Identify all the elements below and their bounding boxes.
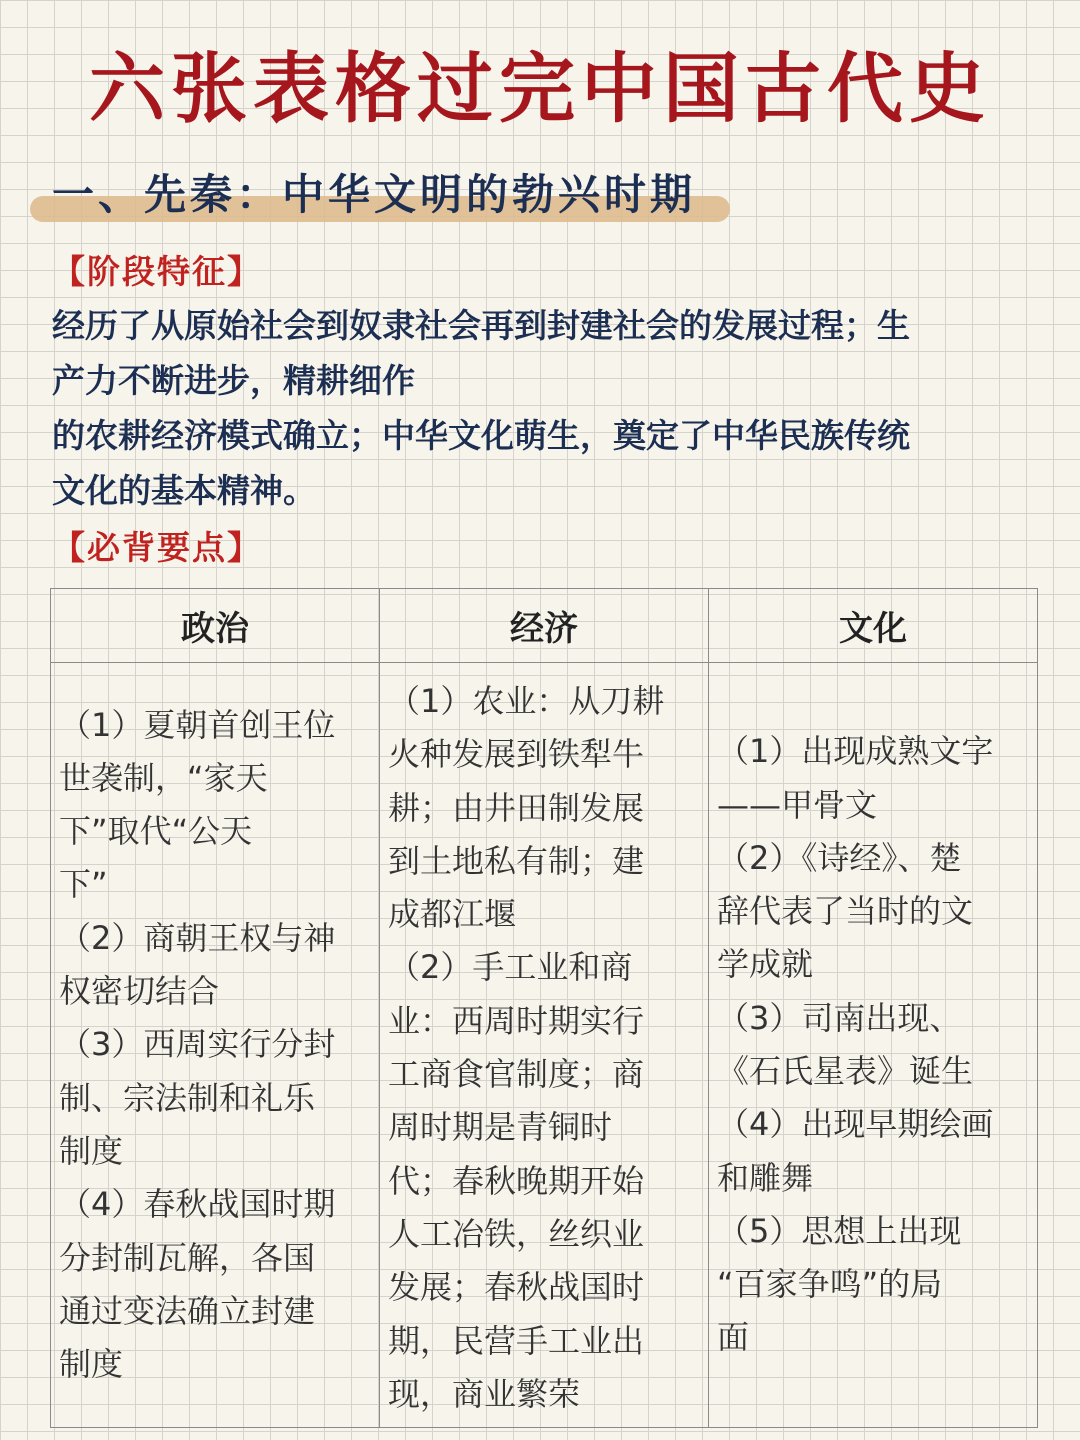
cell-line: （2）手工业和商 — [388, 948, 633, 987]
cell-culture — [709, 663, 1037, 1427]
section-title: 一、先秦：中华文明的勃兴时期 — [52, 170, 697, 219]
cell-line: （3）司南出现、 — [717, 998, 962, 1037]
cell-line: 火种发展到铁犁牛 — [388, 735, 645, 774]
cell-line: 和雕舞 — [717, 1158, 814, 1197]
cell-line: 通过变法确立封建 — [59, 1291, 316, 1330]
cell-line: 人工冶铁，丝织业 — [388, 1214, 645, 1253]
page-title: 六张表格过完中国古代史 — [89, 44, 991, 133]
cell-line: 世袭制，“家天 — [59, 758, 268, 797]
cell-line: （5）思想上出现 — [717, 1211, 962, 1250]
cell-line: 面 — [717, 1318, 750, 1357]
cell-line: 制、宗法制和礼乐 — [59, 1078, 316, 1117]
cell-line: 权密切结合 — [59, 972, 220, 1011]
cell-line: 下”取代“公天 — [59, 812, 253, 851]
cell-line: 期，民营手工业出 — [388, 1321, 645, 1360]
cell-line: 代；春秋晚期开始 — [388, 1161, 645, 1200]
cell-line: （4）春秋战国时期 — [59, 1185, 336, 1224]
cell-line: ——甲骨文 — [717, 785, 878, 824]
cell-line: 下” — [59, 865, 108, 904]
stage-features-label: 【阶段特征】 — [52, 252, 262, 291]
cell-line: 分封制瓦解，各国 — [59, 1238, 316, 1277]
cell-line: 制度 — [59, 1345, 124, 1384]
cell-line: 工商食官制度；商 — [388, 1055, 645, 1094]
cell-line: 耕；由井田制发展 — [388, 788, 645, 827]
header-politics: 政治 — [51, 589, 380, 663]
cell-line: （1）农业：从刀耕 — [388, 682, 665, 720]
stage-line: 经历了从原始社会到奴隶社会再到封建社会的发展过程；生 — [52, 306, 910, 345]
key-points-label: 【必背要点】 — [52, 528, 262, 567]
cell-line: 学成就 — [717, 945, 814, 984]
cell-line: 业：西周时期实行 — [388, 1001, 645, 1040]
stage-line: 产力不断进步，精耕细作 — [52, 361, 415, 400]
cell-line: （2）商朝王权与神 — [59, 918, 336, 957]
cell-line: 成都江堰 — [388, 895, 517, 934]
cell-line: 《石氏星表》诞生 — [717, 1052, 974, 1090]
stage-line: 的农耕经济模式确立；中华文化萌生，奠定了中华民族传统 — [52, 416, 910, 455]
cell-politics — [51, 663, 380, 1427]
cell-line: （3）西周实行分封 — [59, 1025, 336, 1064]
cell-line: （4）出现早期绘画 — [717, 1105, 994, 1144]
cell-line: 到土地私有制；建 — [388, 841, 645, 880]
cell-line: 辞代表了当时的文 — [717, 892, 974, 931]
cell-economy — [380, 663, 709, 1427]
cell-line: （2）《诗经》、楚 — [717, 838, 962, 877]
section-header — [30, 160, 730, 230]
stage-line: 文化的基本精神。 — [52, 471, 316, 510]
header-economy: 经济 — [380, 589, 709, 663]
cell-line: 现，商业繁荣 — [388, 1374, 581, 1413]
key-points-table — [50, 588, 1038, 1428]
cell-line: 制度 — [59, 1131, 124, 1170]
cell-line: 周时期是青铜时 — [388, 1108, 613, 1147]
cell-line: （1）夏朝首创王位 — [59, 705, 336, 744]
cell-line: （1）出现成熟文字 — [717, 732, 994, 771]
stage-features-text — [52, 298, 1042, 518]
cell-line: 发展；春秋战国时 — [388, 1268, 645, 1307]
cell-line: “百家争鸣”的局 — [717, 1265, 943, 1304]
header-culture: 文化 — [709, 589, 1037, 663]
